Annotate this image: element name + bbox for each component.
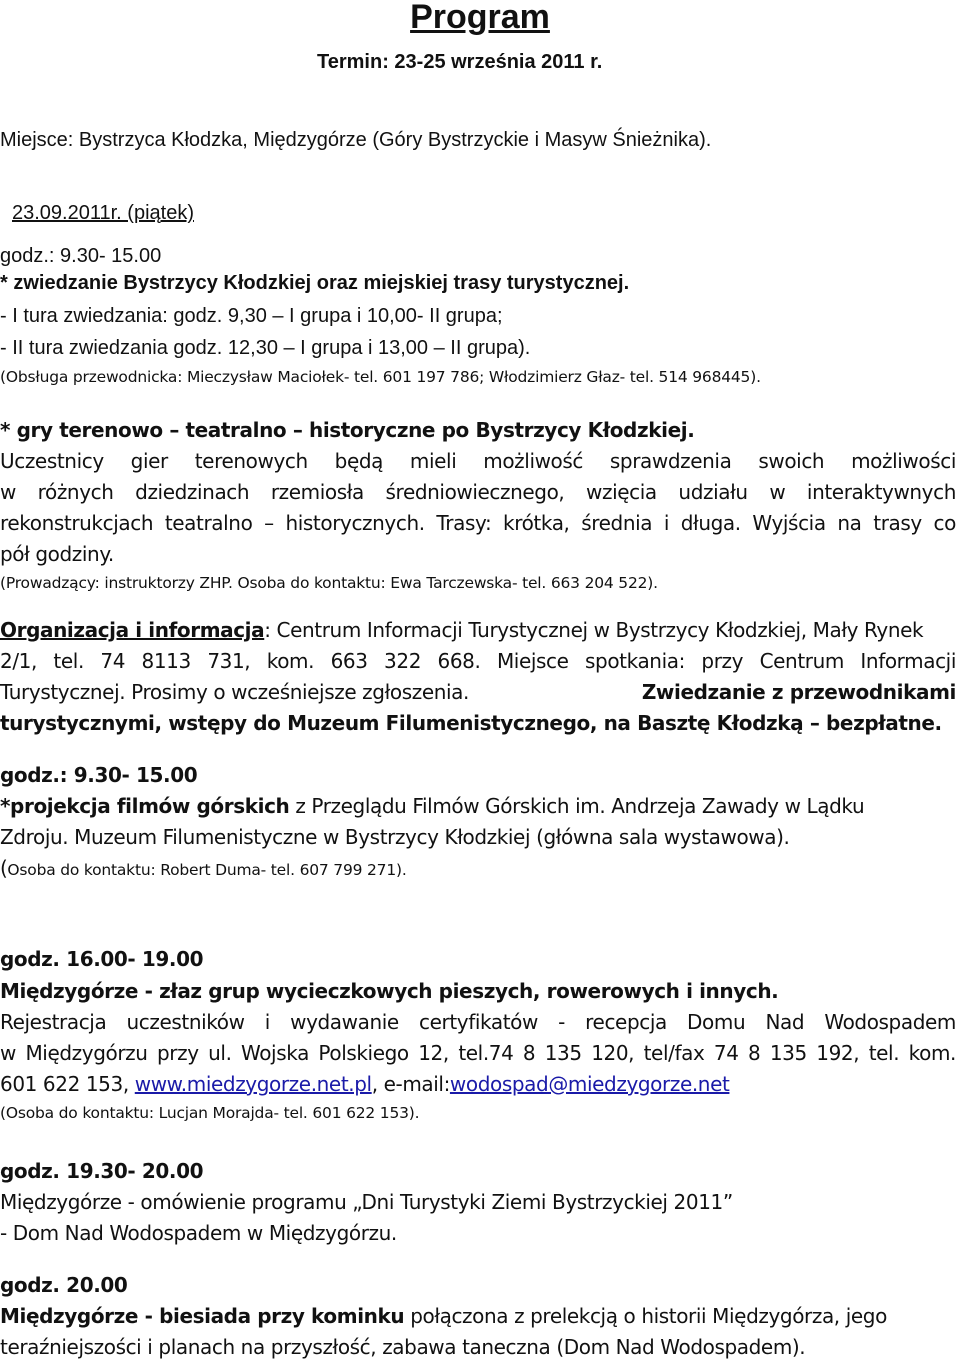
block1-tour1: - I tura zwiedzania: godz. 9,30 – I grupa i 10,00- II grupa; [0,305,503,327]
organizacja-line-4: turystycznymi, wstępy do Muzeum Filumenistycznego, na Basztę Kłodzką – bezpłatne. [0,711,942,735]
organizacja-line-2: 2/1, tel. 74 8113 731, kom. 663 322 668. Miejsce spotkania: przy Centrum Informacji [0,649,956,673]
block4-time: godz. 19.30- 20.00 [0,1159,204,1183]
block4-line-1: Międzygórze - omówienie programu „Dni Turystyki Ziemi Bystrzyckiej 2011” [0,1190,733,1214]
block3-phone: 601 622 153, [0,1072,135,1096]
games-line-4: pół godziny. [0,542,114,566]
event-dates: Termin: 23-25 września 2011 r. [317,51,603,73]
film-screening-label: *projekcja filmów górskich [0,794,290,818]
email-label: , e-mail: [371,1072,450,1096]
organizacja-line-3 [0,679,956,705]
block3-line-1: Rejestracja uczestników i wydawanie certyfikatów - recepcja Domu Nad Wodospadem [0,1010,956,1034]
block5-line-2: teraźniejszości i planach na przyszłość, zabawa taneczna (Dom Nad Wodospadem). [0,1335,806,1359]
website-link[interactable]: www.miedzygorze.net.pl [134,1072,372,1096]
block3-contact: (Osoba do kontaktu: Lucjan Morajda- tel. 601 622 153). [0,1104,420,1122]
organizacja-text: : Centrum Informacji Turystycznej w Bystrzycy Kłodzkiej, Mały Rynek [264,618,924,642]
page-title: Program [410,0,550,36]
games-contact: (Prowadzący: instruktorzy ZHP. Osoba do kontaktu: Ewa Tarczewska- tel. 663 204 522). [0,574,658,592]
block2-contact [0,855,407,883]
block3-heading: Międzygórze - złaz grup wycieczkowych pieszych, rowerowych i innych. [0,979,779,1003]
block3-line-2: w Międzygórzu przy ul. Wojska Polskiego 12, tel.74 8 135 120, tel/fax 74 8 135 192, tel. kom. [0,1041,956,1065]
organizacja-free-guides: Zwiedzanie z przewodnikami [641,680,956,704]
organizacja-label: Organizacja i informacja [0,618,265,642]
block5-line-1 [0,1303,887,1329]
day-date: 23.09.2011r. (piątek) [12,202,194,224]
block3-line-3 [0,1071,729,1097]
games-line-1: Uczestnicy gier terenowych będą mieli możliwość sprawdzenia swoich możliwości [0,449,956,473]
block2-time: godz.: 9.30- 15.00 [0,763,198,787]
block1-guide-contact: (Obsługa przewodnicka: Mieczysław Maciołek- tel. 601 197 786; Włodzimierz Głaz- tel. 514 968445). [0,368,761,386]
block1-time: godz.: 9.30- 15.00 [0,245,162,267]
games-line-2: w różnych dziedzinach rzemiosła średniowiecznego, wzięcia udziału w interaktywnych [0,480,956,504]
email-link[interactable]: wodospad@miedzygorze.net [449,1072,730,1096]
games-heading: * gry terenowo – teatralno – historyczne po Bystrzycy Kłodzkiej. [0,418,695,442]
block4-line-2: - Dom Nad Wodospadem w Międzygórzu. [0,1221,397,1245]
block2-line-1 [0,793,956,819]
games-line-3: rekonstrukcjach teatralno – historycznych. Trasy: krótka, średnia i długa. Wyjścia na trasy co [0,511,956,535]
block2-line-2: Zdroju. Muzeum Filumenistyczne w Bystrzycy Kłodzkiej (główna sala wystawowa). [0,825,790,849]
organizacja-request: Turystycznej. Prosimy o wcześniejsze zgłoszenia. [0,680,469,704]
film-screening-text: z Przeglądu Filmów Górskich im. Andrzeja Zawady w Lądku [289,794,865,818]
organizacja-line-1 [0,617,923,643]
block5-text: połączona z prelekcją o historii Międzygórza, jego [404,1304,887,1328]
block5-time: godz. 20.00 [0,1273,128,1297]
block1-heading: * zwiedzanie Bystrzycy Kłodzkiej oraz miejskiej trasy turystycznej. [0,272,630,294]
block3-time: godz. 16.00- 19.00 [0,947,204,971]
block1-tour2: - II tura zwiedzania godz. 12,30 – I grupa i 13,00 – II grupa). [0,337,531,359]
event-location: Miejsce: Bystrzyca Kłodzka, Międzygórze (Góry Bystrzyckie i Masyw Śnieżnika). [0,129,712,151]
block2-contact-paren: ( [0,856,8,880]
block2-contact-text: Osoba do kontaktu: Robert Duma- tel. 607 799 271). [7,861,407,879]
block5-event: Międzygórze - biesiada przy kominku [0,1304,405,1328]
